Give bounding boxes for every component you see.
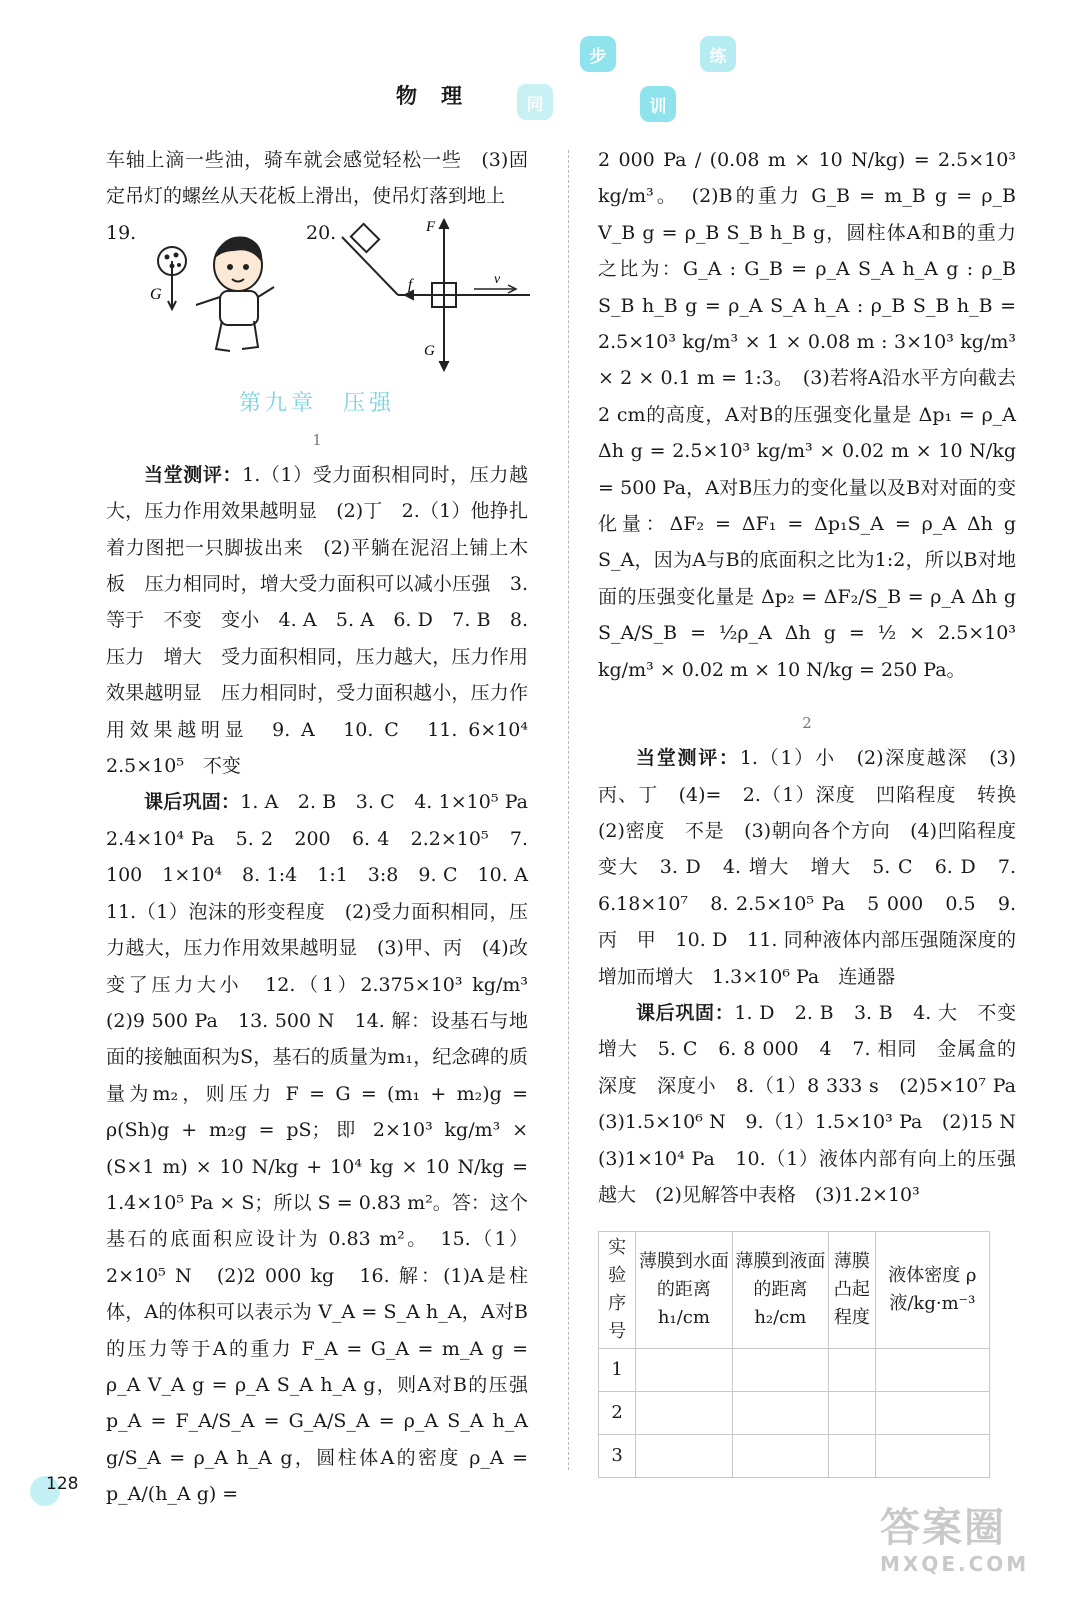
right-column	[598, 142, 1036, 1478]
table-header: 实验序号	[599, 1232, 636, 1349]
classroom-test-1	[106, 457, 548, 785]
friction-label: f	[408, 276, 413, 293]
table-header: 液体密度 ρ液/kg·m⁻³	[875, 1232, 989, 1349]
classroom-test-label: 当堂测评：	[144, 463, 243, 486]
table-cell	[875, 1392, 989, 1435]
after-class-answers: 1. A 2. B 3. C 4. 1×10⁵ Pa 2.4×10⁴ Pa 5. 2 200 6. 4 2.2×10⁵ 7. 100 1×10⁴ 8. 1:4 1:1 3:8 9. C 10. A 11.（1）泡沫的形变程度 (2)受力面积相同，压力越大，压力作用效果越明显 (3)甲、丙 (4)改变了压力大小 12.（1）2.375×10³ kg/m³ (2)9 500 Pa 13. 500 N 14. 解：设基石与地面的接触面积为S，基石的质量为m₁，纪念碑的质量为m₂，则压力 F = G = (m₁ + m₂)g = ρ(Sh)g + m₂g = pS；即 2×10³ kg/m³ × (S×1 m) × 10 N/kg + 10⁴ kg × 10 N/kg = 1.4×10⁵ Pa × S；所以 S = 0.83 m²。答：这个基石的底面积应设计为 0.83 m²。 15.（1）2×10⁵ N (2)2 000 kg 16. 解：(1)A是柱体，A的体积可以表示为 V_A = S_A h_A，A对B的压力等于A的重力 F_A = G_A = m_A g = ρ_A V_A g = ρ_A S_A h_A g，则A对B的压强 p_A = F_A/S_A = G_A/S_A = ρ_A S_A h_A g/S_A = ρ_A h_A g，圆柱体A的密度 ρ_A = p_A/(h_A g) =	[106, 791, 548, 1506]
table-cell: 1	[599, 1349, 636, 1392]
left-column	[106, 142, 548, 1513]
table-header-row	[599, 1232, 990, 1349]
chapter-title: 第九章 压强	[238, 390, 395, 416]
table-header: 薄膜到水面的距离 h₁/cm	[636, 1232, 732, 1349]
forces-diagram-figure	[334, 215, 534, 375]
table-cell	[829, 1349, 876, 1392]
table-cell: 2	[599, 1392, 636, 1435]
table-row	[599, 1349, 990, 1392]
experiment-table	[598, 1231, 990, 1478]
table-cell	[636, 1435, 732, 1478]
table-cell	[875, 1435, 989, 1478]
table-cell: 3	[599, 1435, 636, 1478]
table-cell	[732, 1349, 828, 1392]
table-cell	[829, 1435, 876, 1478]
table-cell	[829, 1392, 876, 1435]
after-class-answers-2: 1. D 2. B 3. B 4. 大 不变 增大 5. C 6. 8 000 4 7. 相同 金属盒的深度 深度小 8.（1）8 333 s (2)5×10⁷ Pa (3)1.5×10⁶ N 9.（1）1.5×10³ Pa (2)15 N (3)1×10⁴ Pa 10.（1）液体内部有向上的压强越大 (2)见解答中表格 (3)1.2×10³	[598, 1001, 1036, 1206]
table-row	[599, 1392, 990, 1435]
subject-title: 物理	[396, 83, 486, 108]
support-force-label: F	[426, 218, 436, 235]
boy-kicking-ball-figure	[142, 221, 282, 371]
gravity-label: G	[424, 342, 435, 359]
after-class-label: 课后巩固：	[144, 791, 241, 814]
table-header: 薄膜到液面的距离 h₂/cm	[732, 1232, 828, 1349]
figure-20-number: 20.	[306, 221, 337, 244]
classroom-test-answers: 1.（1）受力面积相同时，压力越大，压力作用效果越明显 (2)丁 2.（1）他挣扎着力图把一只脚拔出来 (2)平躺在泥沼上铺上木板 压力相同时，增大受力面积可以减小压强 3. 等于 不变 变小 4. A 5. A 6. D 7. B 8. 压力 增大 受力面积相同，压力越大，压力作用效果越明显 压力相同时，受力面积越小，压力作用效果越明显 9. A 10. C 11. 6×10⁴ 2.5×10⁵ 不变	[106, 463, 548, 778]
classroom-test-label-2: 当堂测评：	[636, 747, 740, 770]
after-class-2	[598, 995, 1036, 1213]
watermark-logo-text: 答案圈	[880, 1505, 1006, 1551]
table-cell	[732, 1435, 828, 1478]
classroom-test-answers-2: 1.（1）小 (2)深度越深 (3)丙、丁 (4)= 2.（1）深度 凹陷程度 转换 (2)密度 不是 (3)朝向各个方向 (4)凹陷程度变大 3. D 4. 增大 增大 5. C 6. D 7. 6.18×10⁷ 8. 2.5×10⁵ Pa 5 000 0.5 9. 丙 甲 10. D 11. 同种液体内部压强随深度的增加而增大 1.3×10⁶ Pa 连通器	[598, 747, 1036, 988]
velocity-label: v	[494, 271, 501, 287]
table-cell	[875, 1349, 989, 1392]
after-class-label-2: 课后巩固：	[636, 1001, 735, 1024]
solution-continued: 2 000 Pa / (0.08 m × 10 N/kg) = 2.5×10³ kg/m³。 (2)B的重力 G_B = m_B g = ρ_B V_B g = ρ_B S_B h_B g，圆柱体A和B的重力之比为：G_A : G_B = ρ_A S_A h_A g : ρ_B S_B h_B g = ρ_A S_A h_A : ρ_B S_B h_B = 2.5×10³ kg/m³ × 1 × 0.08 m : 3×10³ kg/m³ × 2 × 0.1 m = 1:3。 (3)若将A沿水平方向截去2 cm的高度，A对B的压强变化量是 Δp₁ = ρ_A Δh g = 2.5×10³ kg/m³ × 0.02 m × 10 N/kg = 500 Pa，A对B压力的变化量以及B对对面的变化量：ΔF₂ = ΔF₁ = Δp₁S_A = ρ_A Δh g S_A，因为A与B的底面积之比为1:2，所以B对地面的压强变化量是 Δp₂ = ΔF₂/S_B = ρ_A Δh g S_A/S_B = ½ρ_A Δh g = ½ × 2.5×10³ kg/m³ × 0.02 m × 10 N/kg = 250 Pa。	[598, 149, 1016, 681]
table-cell	[732, 1392, 828, 1435]
classroom-test-2	[598, 740, 1036, 995]
column-divider	[568, 150, 569, 1470]
page-number: 128	[46, 1474, 79, 1494]
table-cell	[636, 1349, 732, 1392]
watermark	[880, 1504, 1050, 1584]
after-class-1	[106, 784, 548, 1512]
page-header	[0, 28, 1080, 138]
series-badge-1: 同	[517, 84, 553, 120]
intro-text: 车轴上滴一些油，骑车就会感觉轻松一些 (3)固定吊灯的螺丝从天花板上滑出，使吊灯落到地上	[106, 149, 528, 208]
table-cell	[636, 1392, 732, 1435]
watermark-url: MXQE.COM	[880, 1552, 1030, 1576]
series-badge-2: 步	[580, 36, 616, 72]
section-marker-2: 2	[802, 714, 812, 733]
series-badge-3: 训	[640, 86, 676, 122]
section-marker-1: 1	[312, 430, 322, 449]
figures-19-20	[106, 215, 528, 385]
table-header: 薄膜凸起程度	[829, 1232, 876, 1349]
series-badge-4: 练	[700, 36, 736, 72]
table-row	[599, 1435, 990, 1478]
ball-gravity-label: G	[150, 285, 162, 303]
figure-19-number: 19.	[106, 221, 137, 244]
